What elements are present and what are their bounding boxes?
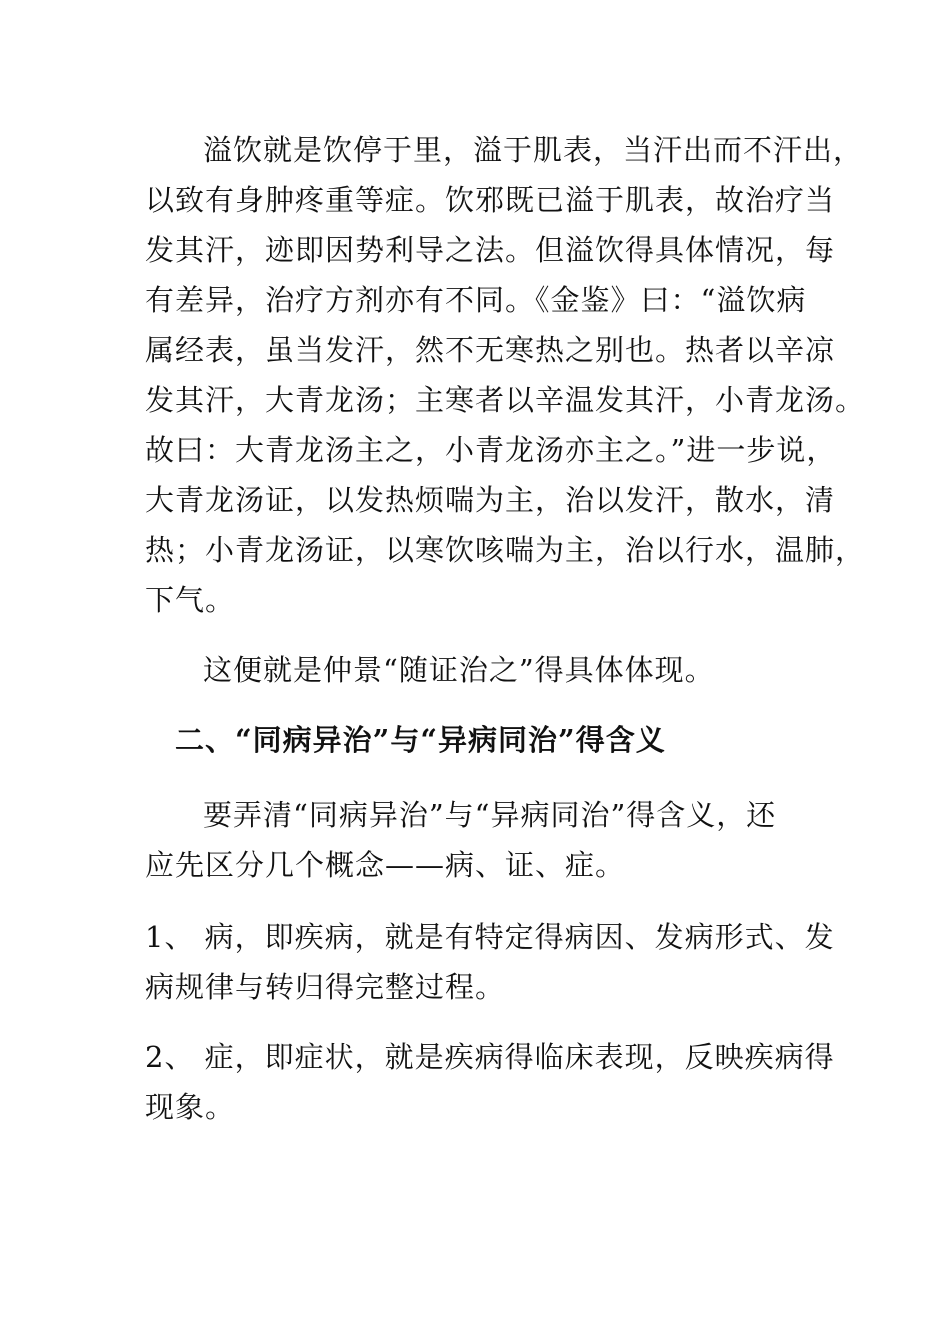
list-item-line: 1、 病，即疾病，就是有特定得病因、发病形式、发: [145, 920, 835, 954]
list-item-line: 病规律与转归得完整过程。: [145, 970, 506, 1004]
paragraph-line: 溢饮就是饮停于里，溢于肌表，当汗出而不汗出，: [203, 133, 864, 167]
paragraph-line: 有差异，治疗方剂亦有不同。《金鉴》曰：“溢饮病: [145, 283, 807, 317]
section-heading: 二、“同病异治”与“异病同治”得含义: [175, 723, 666, 757]
paragraph-summary: [145, 645, 825, 695]
paragraph-line: 发其汗，大青龙汤；主寒者以辛温发其汗，小青龙汤。: [145, 383, 866, 417]
paragraph-concepts: [145, 790, 825, 890]
paragraph-line: 大青龙汤证，以发热烦喘为主，治以发汗，散水，清: [145, 483, 836, 517]
list-item-line: 2、 症，即症状，就是疾病得临床表现，反映疾病得: [145, 1040, 835, 1074]
paragraph-line: 下气。: [145, 583, 236, 617]
list-item-symptom: [145, 1032, 835, 1132]
paragraph-line: 要弄清“同病异治”与“异病同治”得含义，还: [203, 798, 777, 832]
paragraph-line: 热；小青龙汤证，以寒饮咳喘为主，治以行水，温肺，: [145, 533, 866, 567]
paragraph-line: 以致有身肿疼重等症。饮邪既已溢于肌表，故治疗当: [145, 183, 836, 217]
paragraph-line: 应先区分几个概念——病、证、症。: [145, 848, 626, 882]
paragraph-yiyin: [145, 125, 866, 625]
list-item-disease: [145, 912, 835, 1012]
list-item-line: 现象。: [145, 1090, 236, 1124]
paragraph-line: 属经表，虽当发汗，然不无寒热之别也。热者以辛凉: [145, 333, 836, 367]
paragraph-line: 这便就是仲景“随证治之”得具体体现。: [203, 653, 715, 687]
paragraph-line: 发其汗，迹即因势利导之法。但溢饮得具体情况，每: [145, 233, 836, 267]
paragraph-line: 故曰：大青龙汤主之，小青龙汤亦主之。”进一步说，: [145, 433, 837, 467]
